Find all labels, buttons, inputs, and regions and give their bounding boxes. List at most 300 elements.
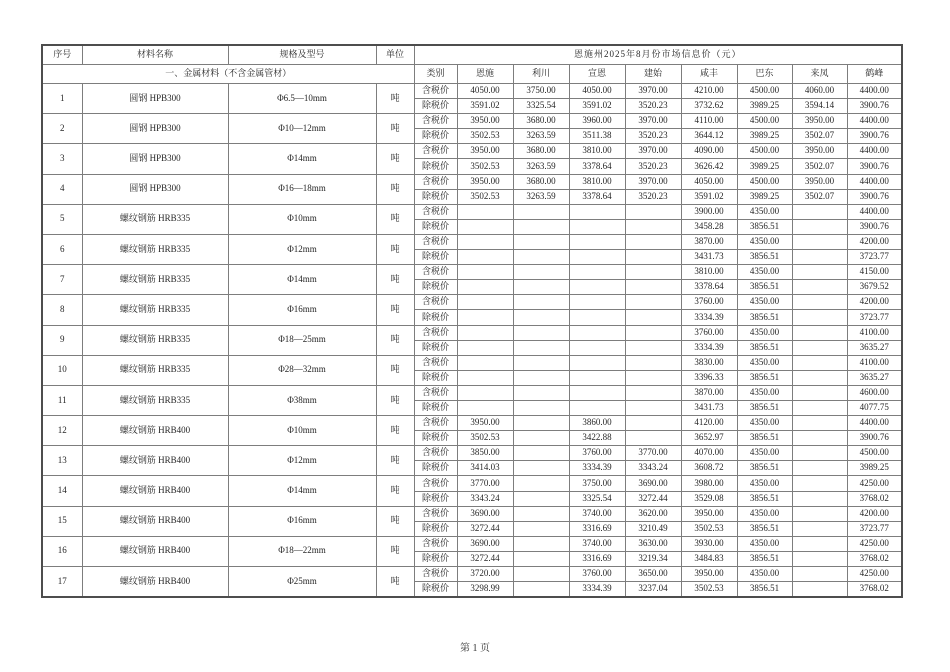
header-row-top [42,45,902,65]
price-cell: 3502.53 [457,159,513,174]
price-cell [792,506,847,521]
price-cell: 3950.00 [792,174,847,189]
price-cell [513,446,569,461]
price-cell [569,265,625,280]
row-number: 10 [42,355,82,385]
price-cell: 3900.76 [847,129,902,144]
price-cell: 3272.44 [457,521,513,536]
price-cell: 3970.00 [625,174,681,189]
row-number: 9 [42,325,82,355]
price-cell [569,325,625,340]
price-cell [792,219,847,234]
price-cell: 3620.00 [625,506,681,521]
price-cell: 3378.64 [569,189,625,204]
price-cell [625,295,681,310]
price-cell: 3930.00 [681,536,737,551]
price-cell: 4400.00 [847,174,902,189]
price-type-label: 含税价 [414,446,457,461]
price-cell [569,310,625,325]
row-number: 12 [42,416,82,446]
price-cell: 3970.00 [625,84,681,99]
price-cell: 3856.51 [737,370,792,385]
price-cell: 3760.00 [681,295,737,310]
material-name: 螺纹钢筋 HRB335 [82,385,228,415]
price-cell: 4050.00 [457,84,513,99]
price-type-label: 除税价 [414,582,457,597]
price-cell: 4350.00 [737,234,792,249]
row-number: 4 [42,174,82,204]
price-cell [569,204,625,219]
price-cell [513,310,569,325]
price-type-label: 除税价 [414,400,457,415]
material-unit: 吨 [376,234,414,264]
price-cell: 3690.00 [457,536,513,551]
price-table-body [42,84,902,598]
price-cell: 3860.00 [569,416,625,431]
price-cell: 3732.62 [681,99,737,114]
price-cell: 4150.00 [847,265,902,280]
price-cell: 3263.59 [513,159,569,174]
price-cell: 3219.34 [625,551,681,566]
price-cell: 3856.51 [737,219,792,234]
material-spec: Φ14mm [228,476,376,506]
price-cell: 4250.00 [847,567,902,582]
price-cell [625,416,681,431]
price-cell [457,265,513,280]
price-cell [792,250,847,265]
price-cell: 3635.27 [847,340,902,355]
row-number: 3 [42,144,82,174]
price-cell [569,340,625,355]
price-cell: 3679.52 [847,280,902,295]
price-cell: 3680.00 [513,114,569,129]
material-unit: 吨 [376,325,414,355]
material-spec: Φ10mm [228,204,376,234]
price-type-label: 含税价 [414,114,457,129]
price-cell [625,250,681,265]
price-cell [457,400,513,415]
price-cell: 4350.00 [737,446,792,461]
price-cell [457,280,513,295]
price-cell: 4350.00 [737,476,792,491]
price-cell: 4500.00 [737,144,792,159]
price-cell: 3630.00 [625,536,681,551]
price-cell: 4400.00 [847,114,902,129]
price-cell: 3378.64 [681,280,737,295]
price-cell: 4050.00 [569,84,625,99]
price-cell [457,340,513,355]
price-cell: 4210.00 [681,84,737,99]
price-cell: 3900.76 [847,99,902,114]
price-cell [457,310,513,325]
price-table-header [42,45,902,84]
price-cell: 3431.73 [681,250,737,265]
price-cell: 3652.97 [681,431,737,446]
price-cell [792,265,847,280]
price-cell: 3870.00 [681,234,737,249]
material-name: 螺纹钢筋 HRB335 [82,265,228,295]
price-cell: 3502.53 [457,129,513,144]
price-cell: 4350.00 [737,385,792,400]
price-cell [569,355,625,370]
price-cell: 3502.53 [681,582,737,597]
price-cell [792,310,847,325]
price-cell: 3856.51 [737,400,792,415]
price-cell [513,219,569,234]
price-cell: 3856.51 [737,491,792,506]
material-name: 螺纹钢筋 HRB335 [82,355,228,385]
price-cell: 3502.07 [792,129,847,144]
price-cell: 3334.39 [681,310,737,325]
price-cell: 3520.23 [625,99,681,114]
price-cell: 3830.00 [681,355,737,370]
row-number: 5 [42,204,82,234]
row-number: 14 [42,476,82,506]
material-row-incl [42,355,902,370]
price-cell [457,219,513,234]
price-type-label: 含税价 [414,355,457,370]
material-name: 圆钢 HPB300 [82,114,228,144]
material-unit: 吨 [376,174,414,204]
price-cell [513,461,569,476]
price-cell [625,219,681,234]
row-number: 15 [42,506,82,536]
price-cell: 4250.00 [847,536,902,551]
col-header-category: 类别 [414,65,457,84]
price-cell: 3950.00 [792,144,847,159]
price-cell [792,521,847,536]
material-unit: 吨 [376,295,414,325]
price-cell: 3608.72 [681,461,737,476]
material-unit: 吨 [376,204,414,234]
price-cell: 3343.24 [457,491,513,506]
row-number: 16 [42,536,82,566]
col-header-no: 序号 [42,45,82,65]
col-header-city-lichuan: 利川 [513,65,569,84]
material-name: 螺纹钢筋 HRB335 [82,325,228,355]
price-cell [569,219,625,234]
price-cell: 3272.44 [457,551,513,566]
price-cell: 4500.00 [737,84,792,99]
price-cell: 3989.25 [737,99,792,114]
price-type-label: 含税价 [414,567,457,582]
price-cell: 4070.00 [681,446,737,461]
material-unit: 吨 [376,567,414,598]
page-number: 第 1 页 [460,643,490,654]
price-cell [513,265,569,280]
material-unit: 吨 [376,114,414,144]
row-number: 1 [42,84,82,114]
price-cell: 4350.00 [737,325,792,340]
price-cell: 3980.00 [681,476,737,491]
price-cell: 3768.02 [847,582,902,597]
price-cell: 3856.51 [737,280,792,295]
price-cell: 4077.75 [847,400,902,415]
price-cell: 3334.39 [681,340,737,355]
material-row-incl [42,84,902,99]
material-unit: 吨 [376,506,414,536]
material-spec: Φ16—18mm [228,174,376,204]
price-cell: 3520.23 [625,189,681,204]
price-cell: 4100.00 [847,325,902,340]
price-cell: 3723.77 [847,521,902,536]
row-number: 17 [42,567,82,598]
material-spec: Φ18—25mm [228,325,376,355]
price-cell [569,370,625,385]
price-cell: 3263.59 [513,129,569,144]
price-cell [513,385,569,400]
price-cell [513,400,569,415]
price-type-label: 除税价 [414,280,457,295]
price-cell [513,325,569,340]
material-row-incl [42,416,902,431]
col-header-city-jianshi: 建始 [625,65,681,84]
price-cell [792,400,847,415]
price-cell: 3989.25 [737,129,792,144]
price-cell: 4060.00 [792,84,847,99]
price-cell: 3856.51 [737,521,792,536]
material-unit: 吨 [376,265,414,295]
material-spec: Φ28—32mm [228,355,376,385]
price-cell [792,295,847,310]
row-number: 11 [42,385,82,415]
price-cell [513,234,569,249]
price-cell: 3950.00 [792,114,847,129]
material-unit: 吨 [376,416,414,446]
price-cell: 4350.00 [737,416,792,431]
material-row-incl [42,204,902,219]
price-cell: 3378.64 [569,159,625,174]
price-cell [792,582,847,597]
price-cell [457,325,513,340]
price-cell: 4500.00 [847,446,902,461]
price-cell: 3740.00 [569,536,625,551]
price-cell: 3900.00 [681,204,737,219]
price-cell: 4350.00 [737,265,792,280]
price-cell: 3644.12 [681,129,737,144]
price-cell [457,234,513,249]
price-cell [625,204,681,219]
section-header: 一、金属材料（不含金属管材） [42,65,414,84]
price-cell: 3856.51 [737,310,792,325]
material-row-incl [42,325,902,340]
price-cell: 3760.00 [681,325,737,340]
col-header-spec: 规格及型号 [228,45,376,65]
material-spec: Φ18—22mm [228,536,376,566]
price-cell: 3334.39 [569,582,625,597]
material-spec: Φ6.5—10mm [228,84,376,114]
material-name: 螺纹钢筋 HRB335 [82,234,228,264]
price-cell: 3422.88 [569,431,625,446]
col-header-city-badong: 巴东 [737,65,792,84]
price-cell: 3325.54 [569,491,625,506]
price-cell: 3900.76 [847,189,902,204]
price-cell [792,431,847,446]
price-cell: 3723.77 [847,310,902,325]
price-cell: 3856.51 [737,340,792,355]
price-cell: 3396.33 [681,370,737,385]
price-cell [792,355,847,370]
price-cell: 3343.24 [625,461,681,476]
price-cell [625,400,681,415]
price-cell [792,325,847,340]
price-cell: 3740.00 [569,506,625,521]
price-cell [569,280,625,295]
price-cell [513,582,569,597]
price-type-label: 除税价 [414,250,457,265]
row-number: 13 [42,446,82,476]
price-cell: 3770.00 [457,476,513,491]
price-cell: 3502.53 [457,431,513,446]
price-cell [625,265,681,280]
price-cell: 3626.42 [681,159,737,174]
price-cell: 4350.00 [737,506,792,521]
price-cell: 4400.00 [847,84,902,99]
material-name: 螺纹钢筋 HRB400 [82,476,228,506]
price-cell [457,370,513,385]
price-table [41,44,903,598]
table-title: 恩施州2025年8月份市场信息价（元） [414,45,902,65]
price-cell [569,400,625,415]
price-cell: 3900.76 [847,431,902,446]
price-cell: 3723.77 [847,250,902,265]
price-cell: 3511.38 [569,129,625,144]
price-type-label: 除税价 [414,129,457,144]
price-cell [792,446,847,461]
price-cell: 4400.00 [847,144,902,159]
price-cell [792,551,847,566]
material-name: 圆钢 HPB300 [82,174,228,204]
material-row-incl [42,536,902,551]
price-cell: 3900.76 [847,159,902,174]
material-name: 螺纹钢筋 HRB335 [82,295,228,325]
material-name: 圆钢 HPB300 [82,144,228,174]
price-cell [625,310,681,325]
price-type-label: 含税价 [414,265,457,280]
col-header-material: 材料名称 [82,45,228,65]
price-cell: 4120.00 [681,416,737,431]
material-name: 螺纹钢筋 HRB400 [82,416,228,446]
material-unit: 吨 [376,84,414,114]
price-cell: 4200.00 [847,295,902,310]
price-cell: 4200.00 [847,234,902,249]
price-cell [792,234,847,249]
price-cell: 4350.00 [737,204,792,219]
price-type-label: 含税价 [414,174,457,189]
material-spec: Φ16mm [228,506,376,536]
col-header-city-xuanen: 宣恩 [569,65,625,84]
price-cell [513,551,569,566]
material-unit: 吨 [376,355,414,385]
price-cell: 3856.51 [737,250,792,265]
price-cell [513,370,569,385]
price-cell [513,416,569,431]
price-cell: 3650.00 [625,567,681,582]
col-header-city-xianfeng: 咸丰 [681,65,737,84]
price-cell [513,491,569,506]
material-row-incl [42,385,902,400]
price-type-label: 除税价 [414,461,457,476]
price-cell: 3210.49 [625,521,681,536]
price-cell [513,521,569,536]
col-header-city-enshi: 恩施 [457,65,513,84]
price-cell: 3810.00 [681,265,737,280]
price-cell [792,461,847,476]
price-type-label: 除税价 [414,189,457,204]
price-type-label: 除税价 [414,370,457,385]
price-cell: 3989.25 [737,189,792,204]
price-cell [625,340,681,355]
price-cell: 3950.00 [457,416,513,431]
price-cell: 3520.23 [625,159,681,174]
material-name: 螺纹钢筋 HRB400 [82,446,228,476]
price-cell [569,234,625,249]
material-row-incl [42,446,902,461]
price-cell: 3502.53 [681,521,737,536]
price-cell: 4400.00 [847,204,902,219]
price-cell: 3950.00 [457,114,513,129]
price-cell: 3680.00 [513,174,569,189]
header-row-cities [42,65,902,84]
price-cell [792,536,847,551]
material-spec: Φ14mm [228,265,376,295]
price-cell: 4050.00 [681,174,737,189]
price-cell [792,385,847,400]
price-cell: 3900.76 [847,219,902,234]
price-cell: 4350.00 [737,567,792,582]
price-cell [457,204,513,219]
price-cell [513,250,569,265]
price-cell: 4600.00 [847,385,902,400]
material-unit: 吨 [376,446,414,476]
price-cell: 3960.00 [569,114,625,129]
price-type-label: 含税价 [414,476,457,491]
price-cell [792,567,847,582]
price-cell: 3690.00 [625,476,681,491]
price-cell [625,325,681,340]
price-cell [513,431,569,446]
price-cell: 3970.00 [625,144,681,159]
price-cell: 3950.00 [457,144,513,159]
material-row-incl [42,476,902,491]
price-type-label: 除税价 [414,431,457,446]
price-cell [792,370,847,385]
price-type-label: 含税价 [414,416,457,431]
col-header-city-laifeng: 来凤 [792,65,847,84]
price-cell: 3325.54 [513,99,569,114]
price-type-label: 除税价 [414,491,457,506]
price-cell: 3237.04 [625,582,681,597]
material-name: 螺纹钢筋 HRB400 [82,536,228,566]
price-type-label: 含税价 [414,325,457,340]
price-cell [569,385,625,400]
price-cell: 3680.00 [513,144,569,159]
material-spec: Φ10—12mm [228,114,376,144]
price-cell: 3989.25 [737,159,792,174]
price-cell [513,506,569,521]
material-row-incl [42,265,902,280]
price-cell [569,295,625,310]
price-type-label: 除税价 [414,310,457,325]
price-cell: 3850.00 [457,446,513,461]
price-type-label: 含税价 [414,506,457,521]
price-cell [792,340,847,355]
material-row-incl [42,144,902,159]
price-cell [457,355,513,370]
material-spec: Φ16mm [228,295,376,325]
price-cell [792,476,847,491]
price-cell [792,491,847,506]
